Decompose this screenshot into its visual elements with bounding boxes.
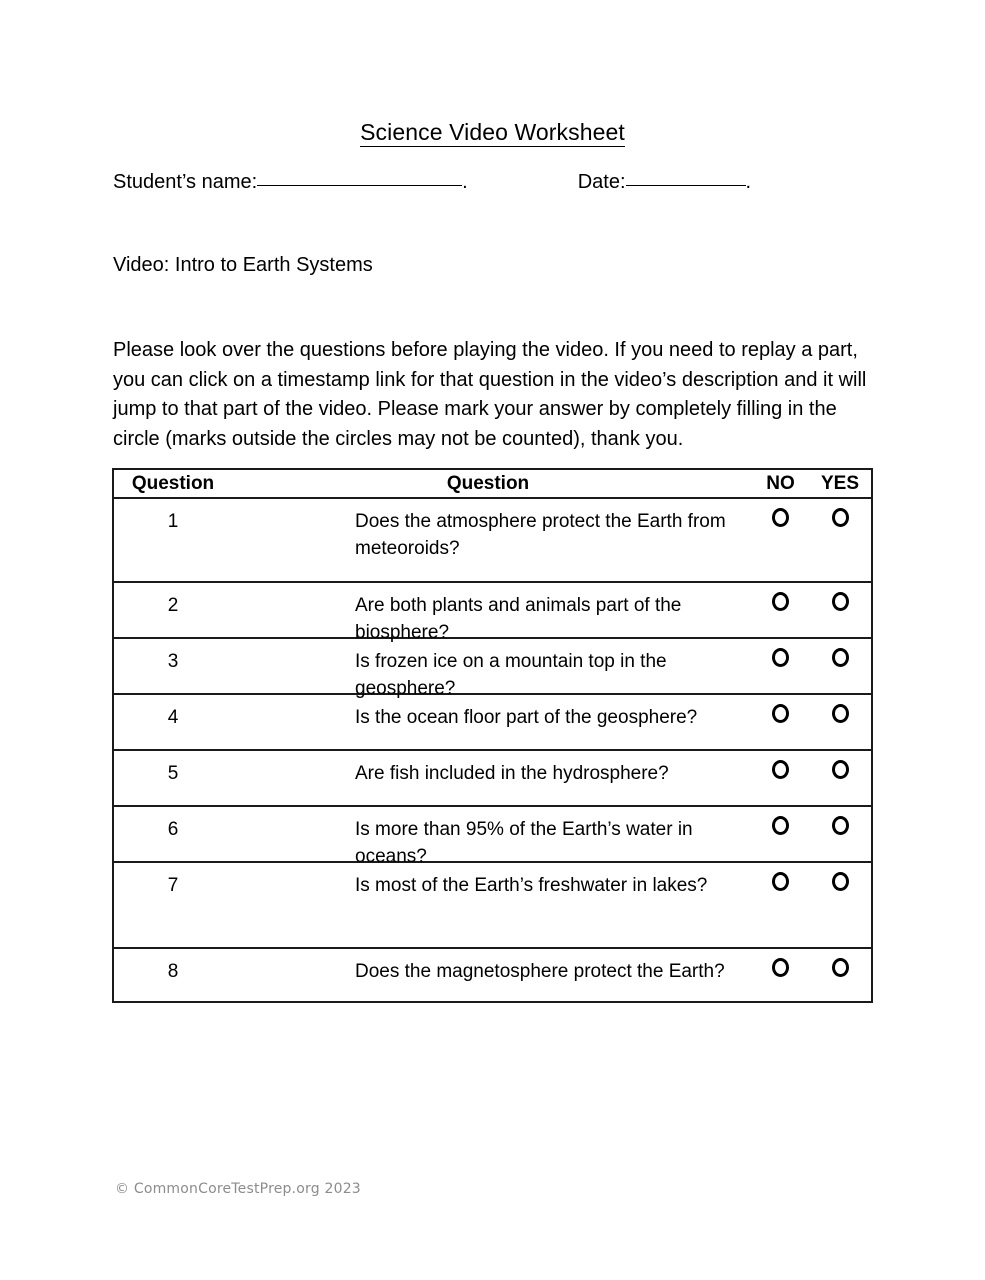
question-text: Is the ocean floor part of the geosphere? — [355, 707, 698, 728]
question-number: 7 — [167, 875, 179, 896]
answer-yes-cell[interactable] — [809, 760, 871, 782]
date-input[interactable] — [626, 185, 746, 186]
answer-bubble-icon[interactable] — [772, 704, 789, 723]
answer-no-cell[interactable] — [752, 816, 809, 838]
answer-bubble-icon[interactable] — [832, 872, 849, 891]
answer-no-cell[interactable] — [752, 704, 809, 726]
answer-bubble-icon[interactable] — [832, 760, 849, 779]
table-row — [114, 583, 871, 643]
answer-yes-cell[interactable] — [809, 816, 871, 838]
question-text: Is frozen ice on a mountain top in the geosphere? — [355, 651, 667, 699]
student-name-input[interactable] — [257, 185, 462, 186]
header-question-number: Question — [131, 472, 215, 494]
answer-bubble-icon[interactable] — [772, 958, 789, 977]
answer-yes-cell[interactable] — [809, 648, 871, 670]
answer-bubble-icon[interactable] — [772, 872, 789, 891]
question-text: Is most of the Earth’s freshwater in lakes? — [355, 875, 708, 896]
answer-no-cell[interactable] — [752, 872, 809, 894]
answer-yes-cell[interactable] — [809, 872, 871, 894]
question-number: 5 — [167, 763, 179, 784]
question-number: 6 — [167, 819, 179, 840]
answer-yes-cell[interactable] — [809, 958, 871, 980]
answer-no-cell[interactable] — [752, 760, 809, 782]
table-header-row — [114, 470, 871, 499]
question-number: 1 — [167, 511, 179, 532]
question-number: 3 — [167, 651, 179, 672]
table-row — [114, 499, 871, 583]
answer-bubble-icon[interactable] — [772, 816, 789, 835]
table-row — [114, 949, 871, 1001]
answer-yes-cell[interactable] — [809, 508, 871, 530]
question-text: Is more than 95% of the Earth’s water in oceans? — [355, 819, 693, 867]
student-info-line — [113, 169, 873, 195]
answer-bubble-icon[interactable] — [832, 816, 849, 835]
question-text: Does the atmosphere protect the Earth from meteoroids? — [355, 511, 726, 559]
answer-no-cell[interactable] — [752, 648, 809, 670]
answer-bubble-icon[interactable] — [832, 508, 849, 527]
video-title-line: Video: Intro to Earth Systems — [113, 254, 373, 276]
question-text: Are fish included in the hydrosphere? — [355, 763, 669, 784]
answer-bubble-icon[interactable] — [772, 760, 789, 779]
header-no: NO — [766, 472, 795, 494]
answer-bubble-icon[interactable] — [832, 704, 849, 723]
answer-bubble-icon[interactable] — [772, 508, 789, 527]
answer-bubble-icon[interactable] — [832, 648, 849, 667]
page-title-text: Science Video Worksheet — [360, 119, 625, 145]
question-number: 2 — [167, 595, 179, 616]
date-trailing-dot: . — [745, 171, 752, 193]
answer-yes-cell[interactable] — [809, 704, 871, 726]
answer-no-cell[interactable] — [752, 592, 809, 614]
question-text: Does the magnetosphere protect the Earth? — [355, 961, 725, 982]
answer-yes-cell[interactable] — [809, 592, 871, 614]
question-text: Are both plants and animals part of the biosphere? — [355, 595, 682, 643]
questions-table — [112, 468, 873, 1003]
table-row — [114, 751, 871, 807]
answer-bubble-icon[interactable] — [772, 648, 789, 667]
table-row — [114, 807, 871, 867]
header-yes: YES — [820, 472, 860, 494]
date-label: Date: — [577, 171, 626, 193]
answer-bubble-icon[interactable] — [832, 958, 849, 977]
answer-no-cell[interactable] — [752, 958, 809, 980]
header-question-text: Question — [446, 473, 530, 494]
table-row — [114, 863, 871, 949]
table-row — [114, 639, 871, 699]
student-name-trailing-dot: . — [462, 171, 468, 193]
page-title — [0, 118, 985, 146]
table-row — [114, 695, 871, 751]
question-number: 4 — [167, 707, 179, 728]
question-number: 8 — [167, 961, 179, 982]
answer-no-cell[interactable] — [752, 508, 809, 530]
student-name-label: Student’s name: — [113, 171, 258, 193]
instructions-paragraph: Please look over the questions before playing the video. If you need to replay a part, you can click on a timestamp link for that question in the video’s description and it will jump to that part of the video. Please mark your answer by completely filling in the circle (marks outside the circles may not be counted), thank you. — [113, 339, 867, 450]
footer-copyright: © CommonCoreTestPrep.org 2023 — [115, 1181, 361, 1197]
answer-bubble-icon[interactable] — [772, 592, 789, 611]
answer-bubble-icon[interactable] — [832, 592, 849, 611]
